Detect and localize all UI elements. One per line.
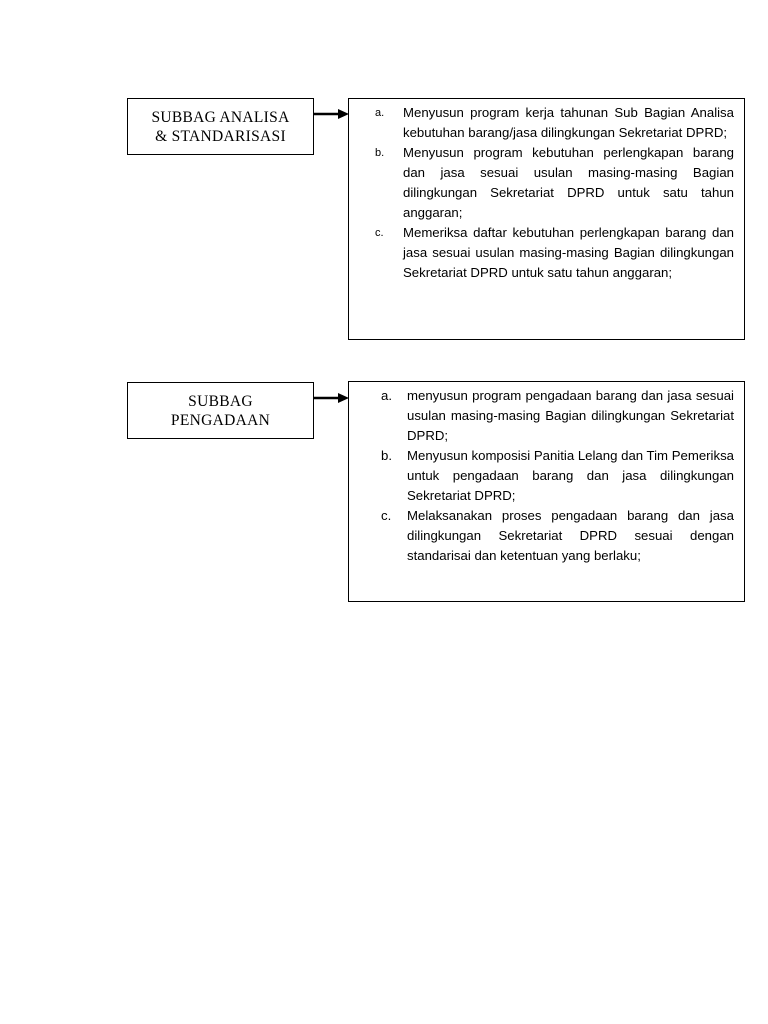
unit-title-line: SUBBAG ANALISA <box>151 108 290 126</box>
unit-title <box>171 392 270 430</box>
duty-text: Menyusun program kebutuhan perlengkapan barang dan jasa sesuai usulan masing-masing Bagian dilingkungan Sekretariat DPRD untuk satu tahun anggaran; <box>403 145 734 220</box>
duty-list <box>357 103 734 283</box>
duty-text: Menyusun program kerja tahunan Sub Bagian Analisa kebutuhan barang/jasa dilingkungan Sekretariat DPRD; <box>403 105 734 140</box>
duty-item <box>357 506 734 566</box>
duty-marker: c. <box>381 508 392 523</box>
duty-item <box>357 223 734 283</box>
duty-item <box>357 386 734 446</box>
unit-title <box>151 108 289 146</box>
duty-marker: c. <box>375 227 384 239</box>
duty-box-pengadaan <box>348 381 745 602</box>
unit-title-line: PENGADAAN <box>170 411 271 429</box>
duty-marker: a. <box>375 107 385 119</box>
duty-text: menyusun program pengadaan barang dan jasa sesuai usulan masing-masing Bagian dilingkungan Sekretariat DPRD; <box>407 388 734 443</box>
duty-item <box>357 446 734 506</box>
connector-arrow-icon <box>314 107 350 121</box>
unit-title-line: SUBBAG <box>188 392 253 410</box>
duty-item <box>357 143 734 223</box>
duty-box-analisa-standarisasi <box>348 98 745 340</box>
duty-text: Melaksanakan proses pengadaan barang dan jasa dilingkungan Sekretariat DPRD sesuai dengan standarisai dan ketentuan yang berlaku; <box>407 508 734 563</box>
duty-marker: a. <box>381 388 392 403</box>
duty-list <box>357 386 734 566</box>
unit-box-analisa-standarisasi <box>127 98 314 155</box>
unit-box-pengadaan <box>127 382 314 439</box>
duty-marker: b. <box>381 448 392 463</box>
unit-title-line: & STANDARISASI <box>155 127 286 145</box>
duty-marker: b. <box>375 147 385 159</box>
duty-text: Memeriksa daftar kebutuhan perlengkapan barang dan jasa sesuai usulan masing-masing Bagian dilingkungan Sekretariat DPRD untuk satu tahun anggaran; <box>403 225 734 280</box>
connector-arrow-icon <box>314 391 350 405</box>
duty-item <box>357 103 734 143</box>
duty-text: Menyusun komposisi Panitia Lelang dan Tim Pemeriksa untuk pengadaan barang dan jasa dilingkungan Sekretariat DPRD; <box>407 448 734 503</box>
